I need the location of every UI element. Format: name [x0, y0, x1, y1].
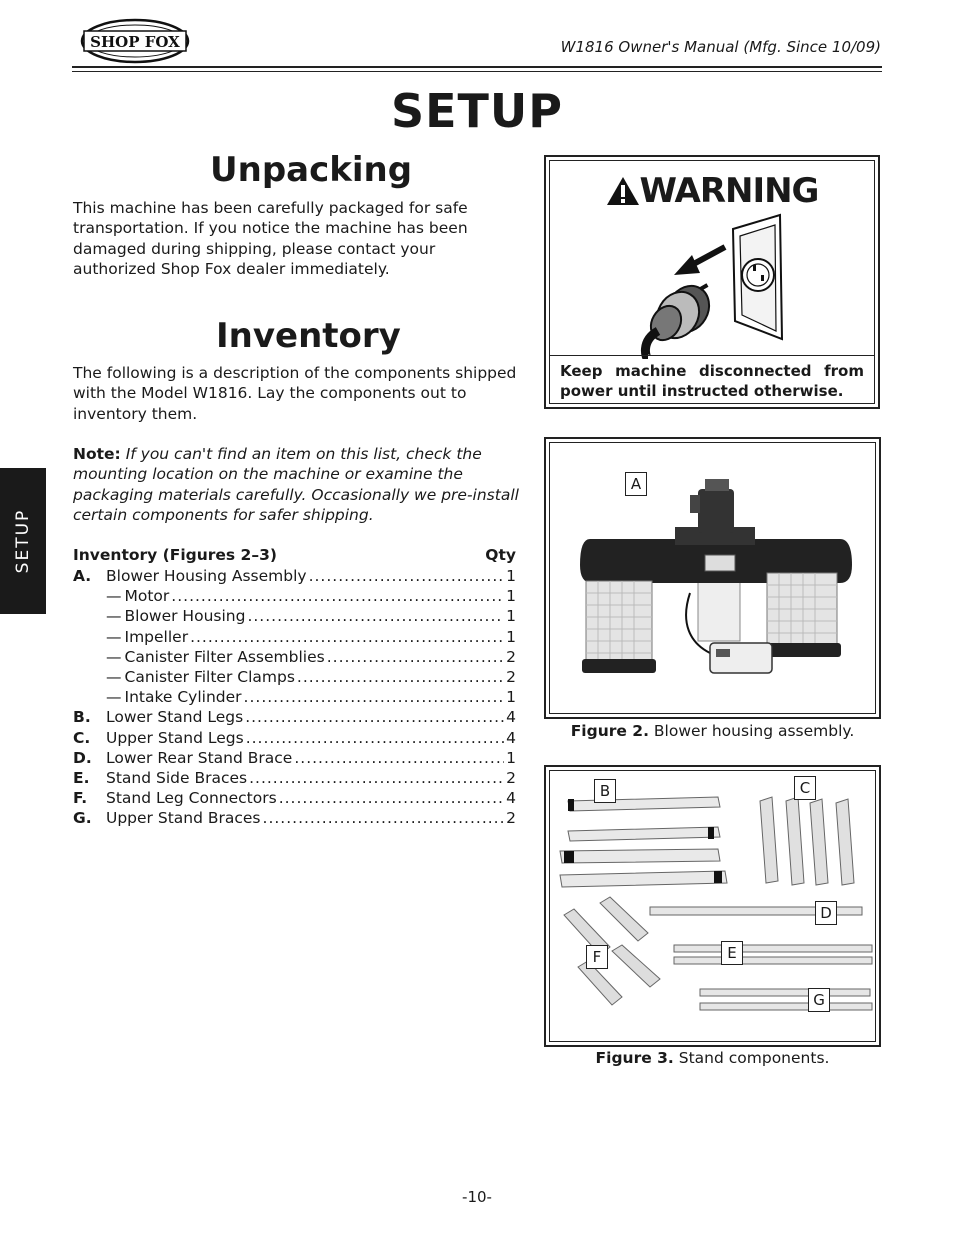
- item-name: Stand Side Braces: [106, 768, 248, 787]
- figure-2-label: Figure 2.: [570, 722, 649, 740]
- inventory-item: [73, 728, 516, 748]
- item-dash: —: [106, 587, 122, 606]
- shop-fox-logo: [80, 18, 190, 64]
- item-letter: A.: [73, 567, 92, 585]
- item-qty: 2: [506, 809, 516, 828]
- item-letter: E.: [73, 768, 90, 787]
- item-qty: 1: [506, 587, 516, 606]
- item-name: Blower Housing Assembly: [106, 567, 307, 585]
- figure-3-text: Stand components.: [678, 1049, 830, 1067]
- item-qty: 1: [506, 567, 516, 585]
- item-dash: —: [106, 688, 122, 707]
- item-qty: 4: [506, 708, 516, 727]
- item-leader-dots: [247, 606, 504, 626]
- warning-divider: [550, 355, 874, 356]
- item-leader-dots: [294, 748, 504, 768]
- figure-2: [544, 437, 881, 719]
- item-dash: —: [106, 627, 122, 646]
- item-name: Stand Leg Connectors: [106, 789, 277, 808]
- callout-f: F: [586, 945, 608, 969]
- unplug-illustration: [550, 209, 880, 359]
- callout-g: G: [808, 988, 830, 1012]
- blower-housing-image: [550, 443, 876, 714]
- inventory-item: [73, 627, 516, 647]
- item-leader-dots: [297, 667, 504, 687]
- inventory-note: [73, 444, 519, 525]
- svg-text:SHOP FOX: SHOP FOX: [90, 33, 180, 51]
- figure-3-label: Figure 3.: [595, 1049, 674, 1067]
- inventory-heading: Inventory: [216, 316, 401, 356]
- item-qty: 1: [506, 688, 516, 707]
- item-name: Intake Cylinder: [124, 688, 242, 707]
- qty-header: Qty: [485, 546, 516, 564]
- section-side-tab: [0, 468, 46, 614]
- inventory-item: [73, 808, 516, 828]
- unpacking-heading: Unpacking: [210, 150, 413, 190]
- item-name: Upper Stand Legs: [106, 728, 244, 747]
- warning-text: Keep machine disconnected from power until instructed otherwise.: [560, 362, 864, 400]
- item-letter: D.: [73, 748, 92, 767]
- inventory-paragraph: The following is a description of the components shipped with the Model W1816. Lay the components out to inventory them.: [73, 364, 517, 423]
- item-leader-dots: [263, 808, 505, 828]
- callout-d: D: [815, 901, 837, 925]
- page-number: -10-: [462, 1188, 492, 1206]
- item-qty: 2: [506, 768, 516, 787]
- item-letter: G.: [73, 809, 92, 828]
- inventory-item: [73, 566, 516, 586]
- item-letter: F.: [73, 789, 88, 808]
- side-tab-label: SETUP: [13, 508, 33, 574]
- item-leader-dots: [249, 768, 504, 788]
- callout-a: A: [625, 472, 647, 496]
- inventory-item: [73, 768, 516, 788]
- inventory-list: [73, 566, 516, 828]
- item-qty: 2: [506, 667, 516, 686]
- item-qty: 4: [506, 789, 516, 808]
- item-dash: —: [106, 647, 122, 666]
- inventory-item: [73, 707, 516, 727]
- inventory-item: [73, 606, 516, 626]
- item-name: Canister Filter Clamps: [124, 667, 295, 686]
- manual-title: W1816 Owner's Manual (Mfg. Since 10/09): [560, 38, 881, 56]
- inventory-item: [73, 748, 516, 768]
- item-dash: —: [106, 607, 122, 626]
- item-qty: 1: [506, 748, 516, 767]
- item-name: Motor: [124, 587, 170, 606]
- item-leader-dots: [171, 586, 504, 606]
- inventory-item: [73, 667, 516, 687]
- warning-title: WARNING: [639, 171, 819, 211]
- item-name: Lower Stand Legs: [106, 708, 244, 727]
- callout-e: E: [721, 941, 743, 965]
- item-qty: 4: [506, 728, 516, 747]
- warning-box: [544, 155, 880, 409]
- item-qty: 2: [506, 647, 516, 666]
- inventory-item: [73, 687, 516, 707]
- callout-c: C: [794, 776, 816, 800]
- item-leader-dots: [309, 566, 505, 586]
- inventory-item: [73, 586, 516, 606]
- item-dash: —: [106, 667, 122, 686]
- item-leader-dots: [190, 627, 504, 647]
- item-name: Upper Stand Braces: [106, 809, 261, 828]
- page-title: SETUP: [391, 84, 563, 138]
- item-letter: C.: [73, 728, 91, 747]
- note-label: Note:: [73, 445, 121, 463]
- unpacking-paragraph: This machine has been carefully packaged for safe transportation. If you notice the machine has been damaged during shipping, please contact your authorized Shop Fox dealer immediately.: [73, 199, 468, 278]
- item-name: Impeller: [124, 627, 189, 646]
- inventory-table-header: [73, 546, 516, 564]
- warning-triangle-icon: [606, 176, 640, 206]
- item-name: Canister Filter Assemblies: [124, 647, 325, 666]
- figure-3-caption: [544, 1049, 881, 1067]
- header-rule: [72, 66, 882, 68]
- inventory-item: [73, 647, 516, 667]
- item-name: Blower Housing: [124, 607, 246, 626]
- item-leader-dots: [279, 788, 504, 808]
- item-leader-dots: [244, 687, 505, 707]
- item-qty: 1: [506, 627, 516, 646]
- figure-2-caption: [544, 722, 881, 740]
- item-letter: B.: [73, 708, 91, 727]
- figure-2-text: Blower housing assembly.: [653, 722, 855, 740]
- item-qty: 1: [506, 607, 516, 626]
- inventory-header-label: Inventory (Figures 2–3): [73, 546, 277, 564]
- item-leader-dots: [246, 728, 504, 748]
- figure-3: [544, 765, 881, 1047]
- callout-b: B: [594, 779, 616, 803]
- note-text: If you can't find an item on this list, check the mounting location on the machine or examine the packaging materials carefully. Occasionally we pre-install certain components for safer shipping.: [73, 445, 519, 524]
- item-leader-dots: [327, 647, 504, 667]
- item-name: Lower Rear Stand Brace: [106, 748, 293, 767]
- item-leader-dots: [245, 707, 504, 727]
- warning-header: [550, 171, 874, 211]
- inventory-item: [73, 788, 516, 808]
- header-rule-thin: [72, 71, 882, 72]
